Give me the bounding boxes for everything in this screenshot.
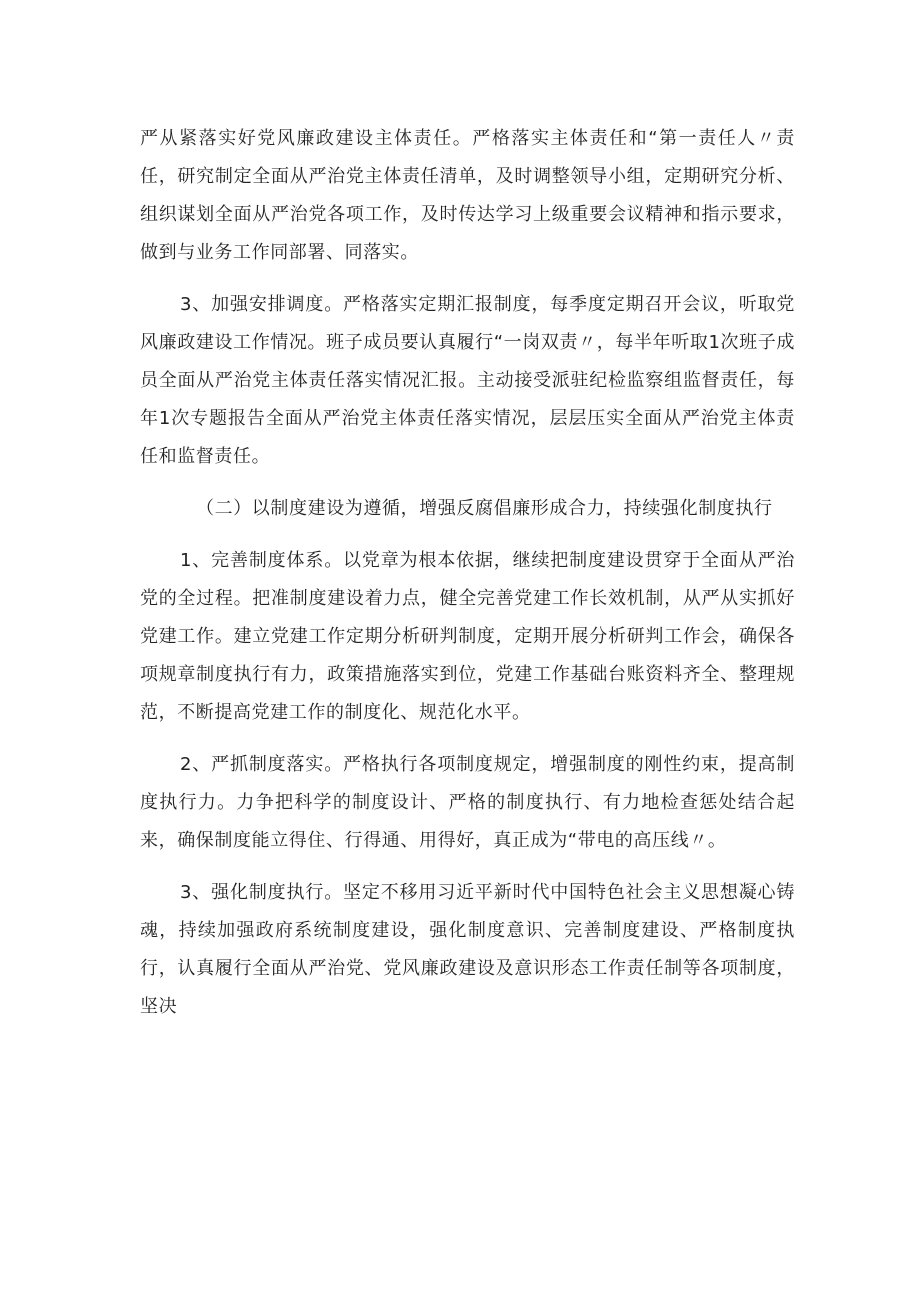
paragraph-scheduling: 3、加强安排调度。严格落实定期汇报制度，每季度定期召开会议，听取党风廉政建设工作情况。班子成员要认真履行“一岗双责〃，每半年听取1次班子成员全面从严治党主体责任落实情况汇报。主动接受派驻纪检监察组监督责任，每年1次专题报告全面从严治党主体责任落实情况，层层压实全面从严治党主体责任和监督责任。 (140, 294, 795, 467)
paragraph-system-improvement: 1、完善制度体系。以党章为根本依据，继续把制度建设贯穿于全面从严治党的全过程。把准制度建设着力点，健全完善党建工作长效机制，从严从实抓好党建工作。建立党建工作定期分析研判制度，定期开展分析研判工作会，确保各项规章制度执行有力，政策措施落实到位，党建工作基础台账资料齐全、整理规范，不断提高党建工作的制度化、规范化水平。 (140, 550, 795, 723)
section-heading-2: （二）以制度建设为遵循，增强反腐倡廉形成合力，持续强化制度执行 (196, 498, 773, 519)
paragraph-system-execution: 3、强化制度执行。坚定不移用习近平新时代中国特色社会主义思想凝心铸魂，持续加强政府系统制度建设，强化制度意识、完善制度建设、严格制度执行，认真履行全面从严治党、党风廉政建设及意识形态工作责任制等各项制度，坚决 (140, 882, 795, 1017)
document-body (140, 120, 795, 1040)
paragraph-main-responsibility: 严从紧落实好党风廉政建设主体责任。严格落实主体责任和“第一责任人〃责任，研究制定全面从严治党主体责任清单，及时调整领导小组，定期研究分析、组织谋划全面从严治党各项工作，及时传达学习上级重要会议精神和指示要求，做到与业务工作同部署、同落实。 (140, 128, 795, 263)
paragraph-system-implementation: 2、严抓制度落实。严格执行各项制度规定，增强制度的刚性约束，提高制度执行力。力争把科学的制度设计、严格的制度执行、有力地检查惩处结合起来，确保制度能立得住、行得通、用得好，真正成为“带电的高压线〃。 (140, 754, 795, 851)
